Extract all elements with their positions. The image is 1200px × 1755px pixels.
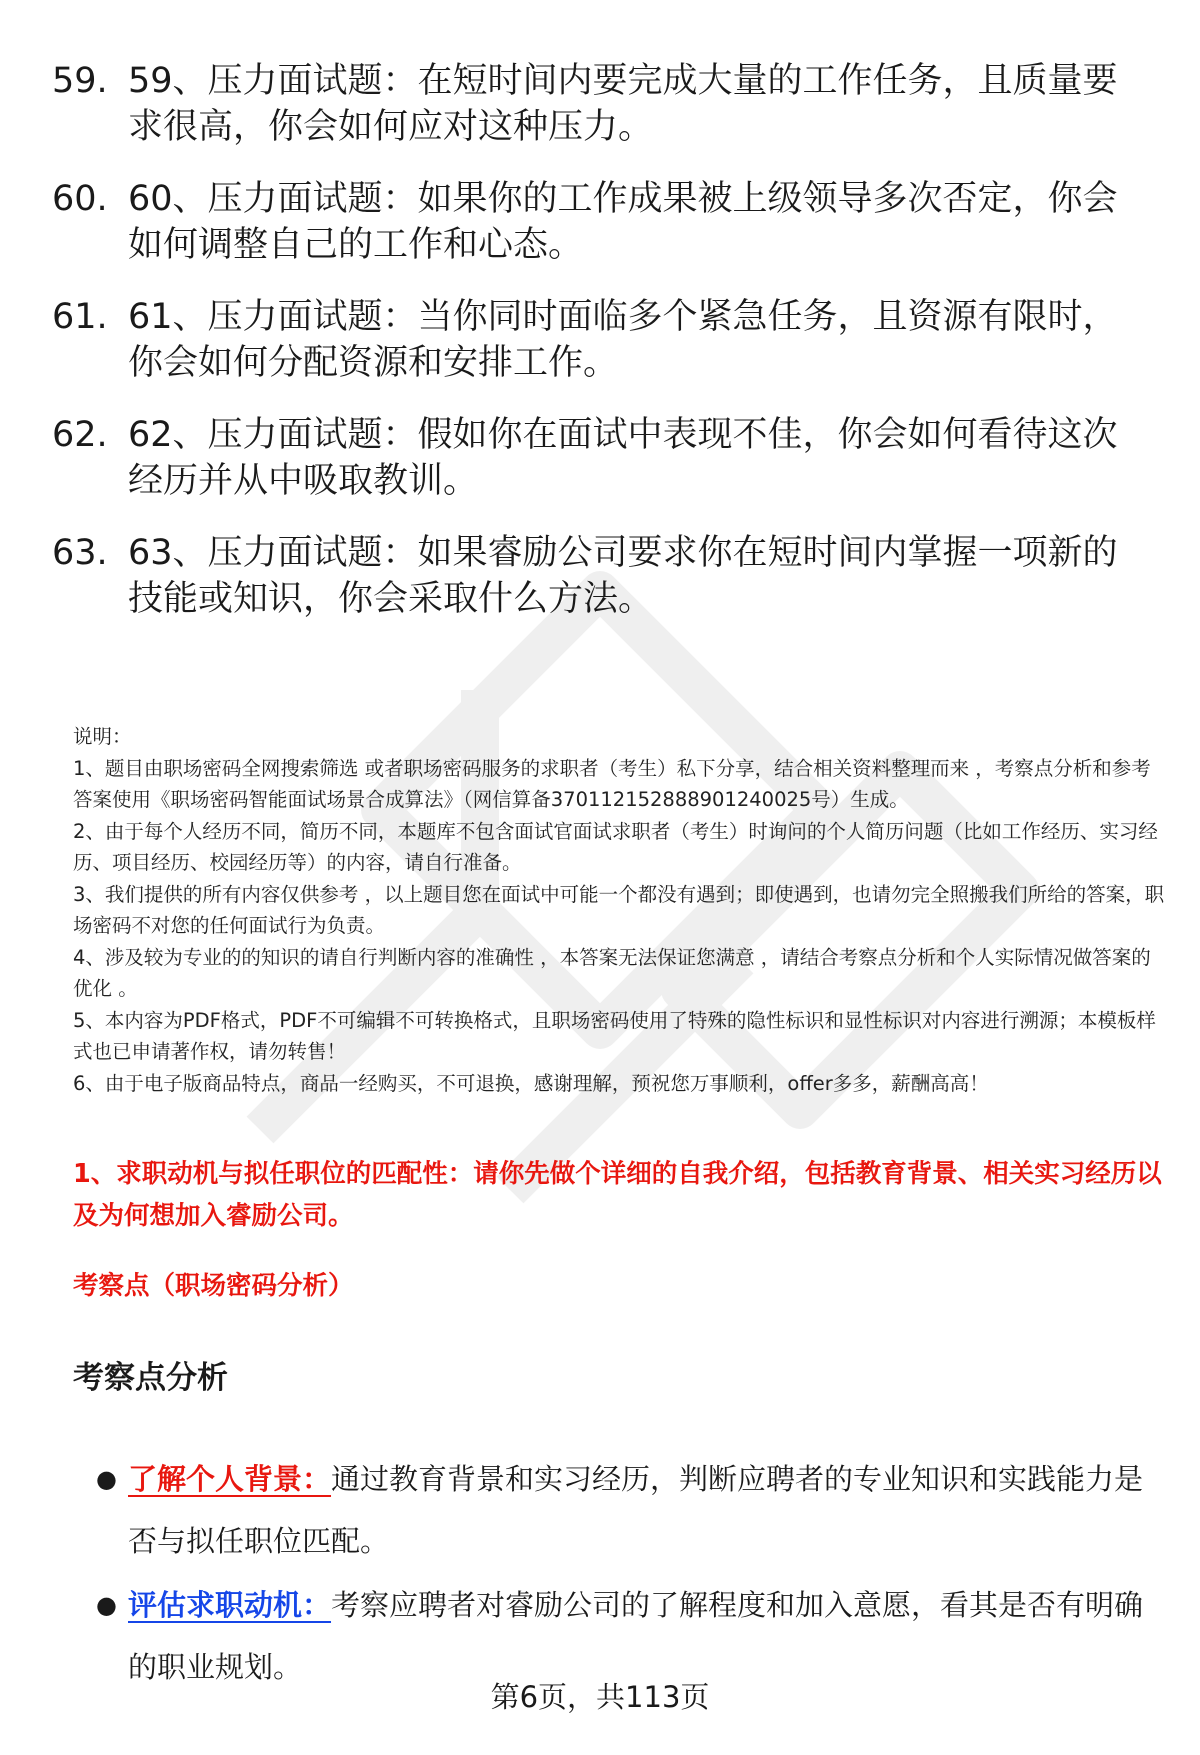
bullet-label: 了解个人背景：: [128, 1462, 332, 1496]
note-item: 4、涉及较为专业的的知识的请自行判断内容的准确性 ，本答案无法保证您满意 ，请结合考察点分析和个人实际情况做答案的优化 。: [73, 945, 1151, 1000]
question-text: 63、压力面试题：如果睿励公司要求你在短时间内掌握一项新的技能或知识，你会采取什么方法。: [128, 533, 1118, 619]
page-number: 第6页，共113页: [490, 1680, 710, 1714]
bullet-dot-icon: ●: [96, 1465, 117, 1493]
question-item: [52, 294, 1152, 386]
question-text: 62、压力面试题：假如你在面试中表现不佳，你会如何看待这次经历并从中吸取教训。: [128, 415, 1118, 501]
question-item: [52, 58, 1152, 150]
bullet-text: 通过教育背景和实习经历，判断应聘者的专业知识和实践能力是否与拟任职位匹配。: [128, 1462, 1144, 1558]
section-subtitle: 考察点（职场密码分析）: [73, 1271, 354, 1301]
note-item: 6、由于电子版商品特点，商品一经购买，不可退换，感谢理解，预祝您万事顺利，offer多多，薪酬高高！: [73, 1071, 989, 1095]
question-item: [52, 412, 1152, 504]
notes-section: [73, 721, 1168, 1099]
question-text: 59、压力面试题：在短时间内要完成大量的工作任务，且质量要求很高，你会如何应对这种压力。: [128, 61, 1118, 147]
question-item: [52, 176, 1152, 268]
analysis-bullets: [96, 1448, 1156, 1700]
note-item: 1、题目由职场密码全网搜索筛选 或者职场密码服务的求职者（考生）私下分享，结合相关资料整理而来 ，考察点分析和参考答案使用《职场密码智能面试场景合成算法》（网信算备370112152888901240025号）生成。: [73, 756, 1151, 811]
question-number: 59.: [52, 61, 108, 101]
question-number: 60.: [52, 179, 108, 219]
question-number: 61.: [52, 297, 108, 337]
question-number: 63.: [52, 533, 108, 573]
notes-heading: 说明：: [73, 725, 132, 748]
question-item: [52, 530, 1152, 622]
bullet-content: [128, 1448, 1156, 1572]
bullet-dot-icon: ●: [96, 1591, 117, 1619]
question-text: 60、压力面试题：如果你的工作成果被上级领导多次否定，你会如何调整自己的工作和心态。: [128, 179, 1118, 265]
note-item: 2、由于每个人经历不同，简历不同，本题库不包含面试官面试求职者（考生）时询问的个人简历问题（比如工作经历、实习经历、项目经历、校园经历等）的内容，请自行准备。: [73, 819, 1158, 874]
bullet-text: 考察应聘者对睿励公司的了解程度和加入意愿，看其是否有明确的职业规划。: [128, 1588, 1144, 1684]
question-list: [52, 58, 1152, 648]
section-question-title: 1、求职动机与拟任职位的匹配性：请你先做个详细的自我介绍，包括教育背景、相关实习经历以及为何想加入睿励公司。: [73, 1159, 1162, 1231]
note-item: 3、我们提供的所有内容仅供参考 ，以上题目您在面试中可能一个都没有遇到；即使遇到，也请勿完全照搬我们所给的答案，职场密码不对您的任何面试行为负责。: [73, 882, 1165, 937]
question-text: 61、压力面试题：当你同时面临多个紧急任务，且资源有限时，你会如何分配资源和安排工作。: [128, 297, 1118, 383]
analysis-heading: 考察点分析: [73, 1360, 228, 1396]
list-item: [96, 1448, 1156, 1572]
bullet-label: 评估求职动机：: [128, 1588, 332, 1622]
question-number: 62.: [52, 415, 108, 455]
note-item: 5、本内容为PDF格式，PDF不可编辑不可转换格式，且职场密码使用了特殊的隐性标识和显性标识对内容进行溯源；本模板样式也已申请著作权，请勿转售！: [73, 1008, 1156, 1063]
